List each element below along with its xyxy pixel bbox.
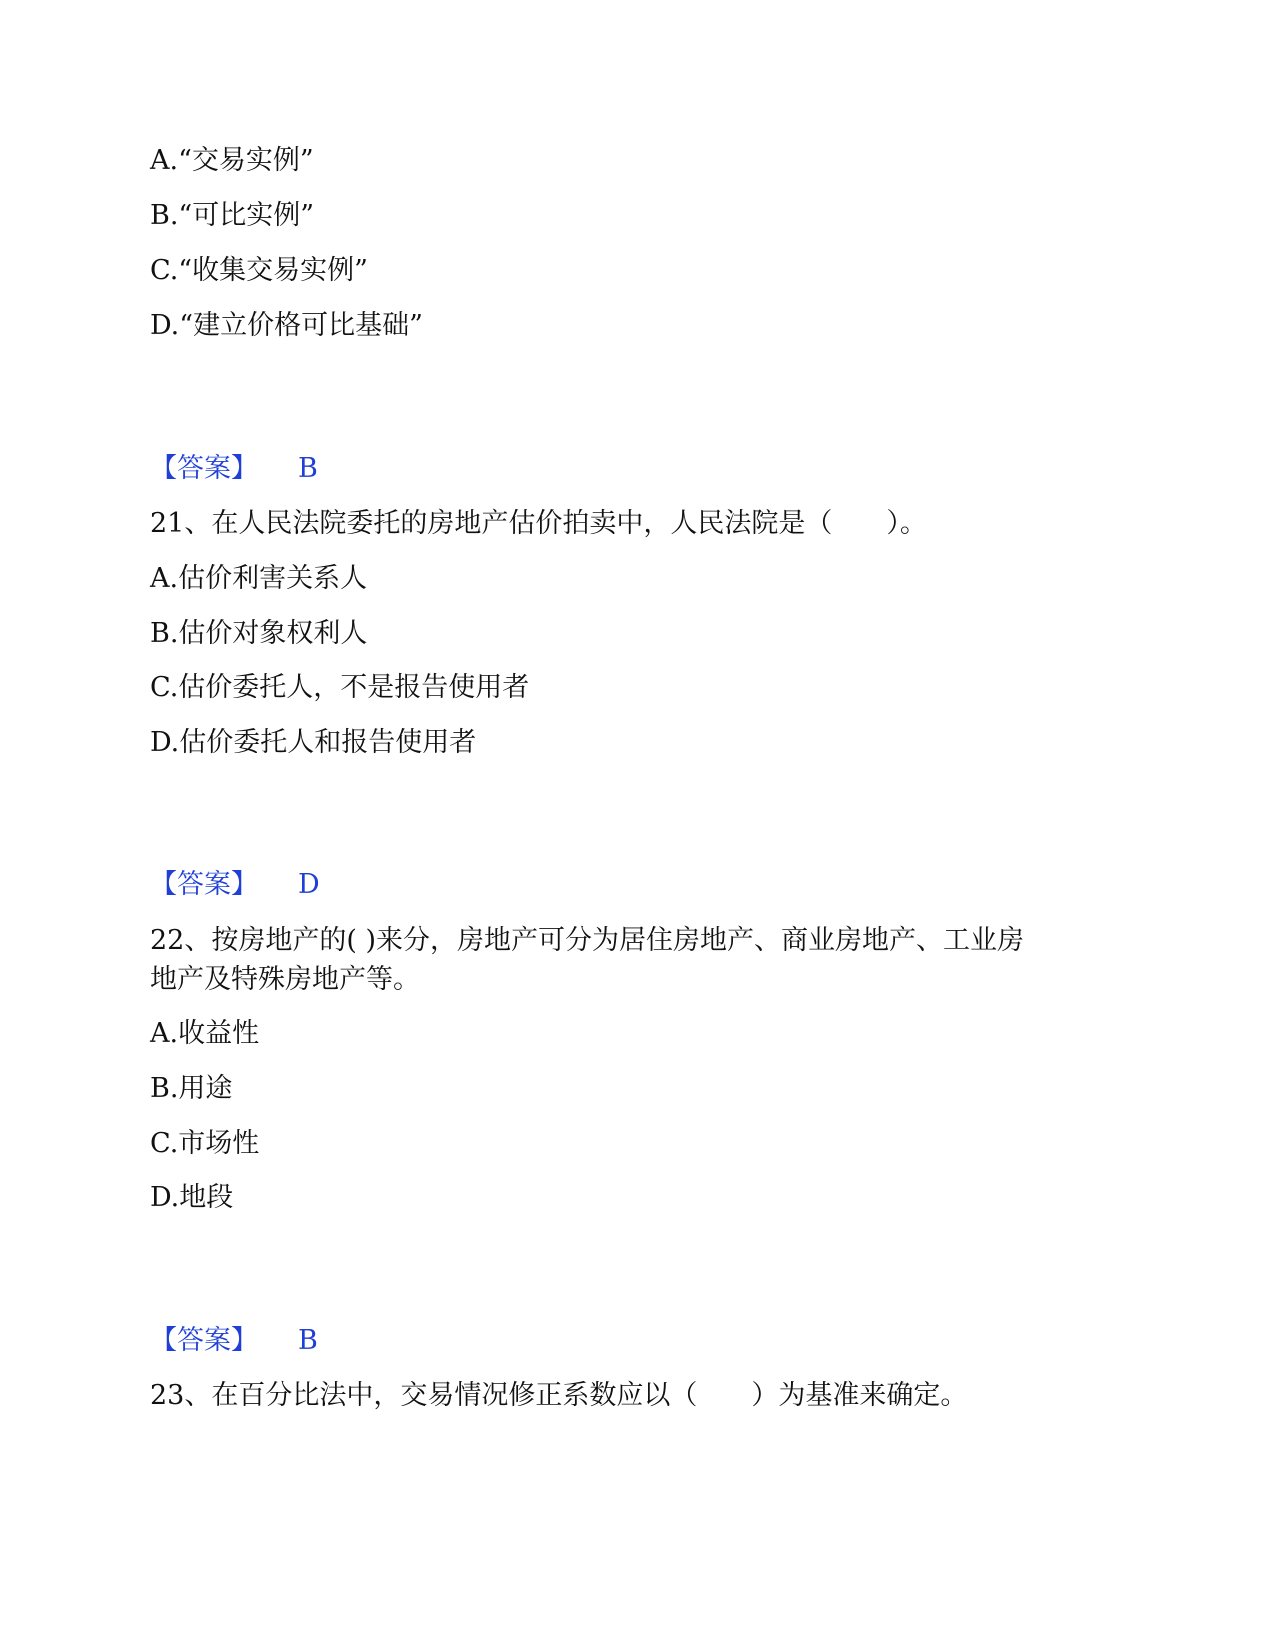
option-c: C.“收集交易实例” (150, 255, 368, 286)
question-21-option-b: B.估价对象权利人 (150, 618, 368, 649)
question-22-stem-line-1: 22、按房地产的( )来分，房地产可分为居住房地产、商业房地产、工业房 (150, 925, 1025, 956)
answer-block (150, 451, 318, 487)
question-21-option-d: D.估价委托人和报告使用者 (150, 727, 477, 758)
question-21-stem: 21、在人民法院委托的房地产估价拍卖中，人民法院是（ ）。 (150, 508, 927, 539)
answer-value: B (298, 453, 318, 484)
question-22-answer-block (150, 1323, 318, 1359)
question-22-answer-value: B (298, 1325, 318, 1356)
question-22-option-d: D.地段 (150, 1182, 234, 1213)
question-21-option-c: C.估价委托人，不是报告使用者 (150, 672, 530, 703)
answer-label: 【答案】 (150, 453, 258, 484)
question-22-option-a: A.收益性 (150, 1018, 260, 1049)
question-21-answer-value: D (298, 869, 320, 900)
option-d: D.“建立价格可比基础” (150, 310, 423, 341)
question-22-stem-line-2: 地产及特殊房地产等。 (150, 964, 420, 995)
question-22-option-c: C.市场性 (150, 1128, 260, 1159)
option-b: B.“可比实例” (150, 200, 315, 231)
question-21-answer-block (150, 867, 320, 903)
question-23-stem: 23、在百分比法中，交易情况修正系数应以（ ）为基准来确定。 (150, 1380, 968, 1411)
question-21-option-a: A.估价利害关系人 (150, 563, 368, 594)
question-22-option-b: B.用途 (150, 1073, 233, 1104)
option-a: A.“交易实例” (150, 145, 314, 176)
question-22-answer-label: 【答案】 (150, 1325, 258, 1356)
question-21-answer-label: 【答案】 (150, 869, 258, 900)
